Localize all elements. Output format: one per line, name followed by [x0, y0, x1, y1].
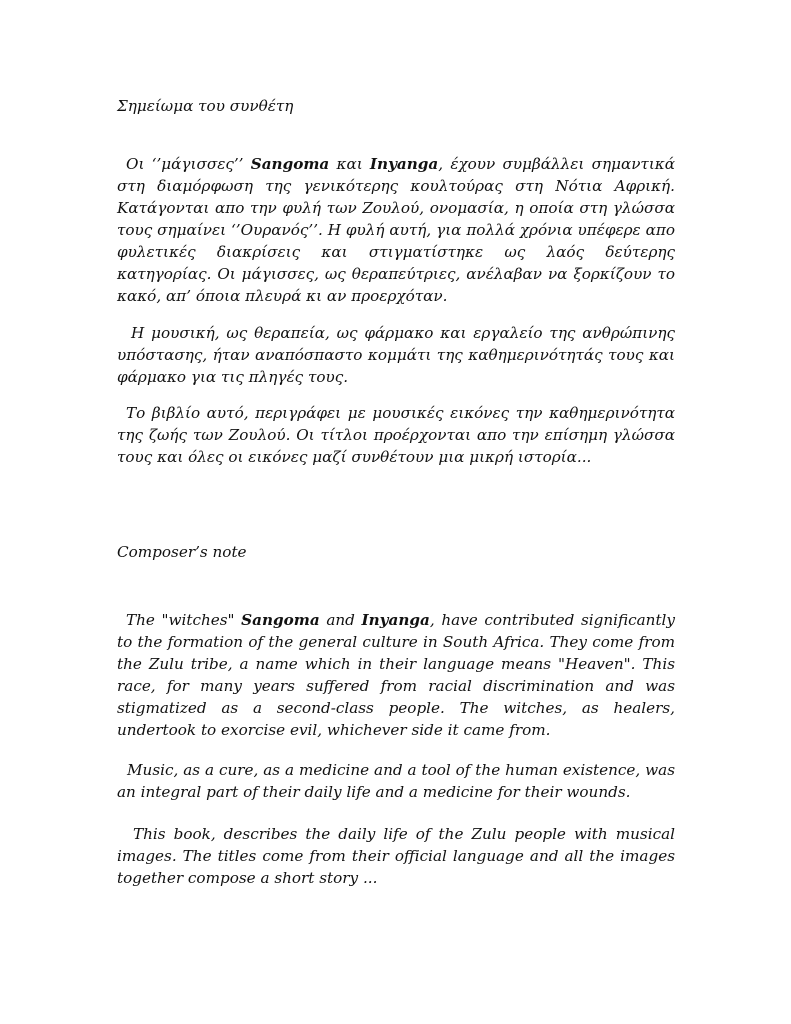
english-p1-inyanga: Inyanga	[361, 611, 430, 629]
greek-p1-rest: , έχουν συμβάλλει σημαντικά στη διαμόρφωση της γενικότερης κουλτούρας στη Νότια Αφρική. Κατάγονται απο την φυλή των Ζουλού, ονομασία, η οποία στη γλώσσα τους σημαίνει ‘’Ουρανός’’. Η φυλή αυτή, για πολλά χρόνια υπέφερε απο φυλετικές διακρίσεις και στιγματίστηκε ως λαός δεύτερης κατηγορίας. Οι μάγισσες, ως θεραπεύτριες, ανέλαβαν να ξορκίζουν το κακό, απ’ όποια πλευρά κι αν προερχόταν.	[117, 155, 676, 305]
greek-paragraph-3	[117, 402, 675, 468]
english-heading: Composer’s note	[117, 543, 247, 561]
greek-heading: Σημείωμα του συνθέτη	[117, 97, 294, 115]
greek-p3-text: Το βιβλίο αυτό, περιγράφει με μουσικές εικόνες την καθημερινότητα της ζωής των Ζουλού. Οι τίτλοι προέρχονται απο την επίσημη γλώσσα τους και όλες οι εικόνες μαζί συνθέτουν μια μικρή ιστορία...	[117, 404, 675, 466]
english-p1-lead: The "witches"	[126, 611, 242, 629]
english-p1-mid: and	[319, 611, 362, 629]
english-paragraph-2	[117, 759, 675, 803]
english-paragraph-1	[117, 609, 675, 741]
english-paragraph-3	[117, 823, 675, 889]
english-p2-text: Music, as a cure, as a medicine and a tool of the human existence, was an integral part of their daily life and a medicine for their wounds.	[117, 761, 675, 801]
greek-p2-text: Η μουσική, ως θεραπεία, ως φάρμακο και εργαλείο της ανθρώπινης υπόστασης, ήταν αναπόσπαστο κομμάτι της καθημερινότητάς τους και φάρμακο για τις πληγές τους.	[117, 324, 675, 386]
english-p1-sangoma: Sangoma	[241, 611, 320, 629]
greek-paragraph-1	[117, 153, 675, 307]
english-p1-rest: , have contributed significantly to the formation of the general culture in South Africa. They come from the Zulu tribe, a name which in their language means "Heaven". This race, for many years suffered from racial discrimination and was stigmatized as a second-class people. The witches, as healers, undertook to exorcise evil, whichever side it came from.	[117, 611, 675, 739]
english-p3-text: This book, describes the daily life of the Zulu people with musical images. The titles come from their official language and all the images together compose a short story ...	[117, 825, 675, 887]
greek-p1-sangoma: Sangoma	[250, 155, 330, 173]
greek-p1-lead: Οι ‘’μάγισσες’’	[126, 155, 251, 173]
greek-paragraph-2	[117, 322, 675, 388]
greek-p1-inyanga: Inyanga	[369, 155, 439, 173]
greek-p1-mid: και	[329, 155, 370, 173]
